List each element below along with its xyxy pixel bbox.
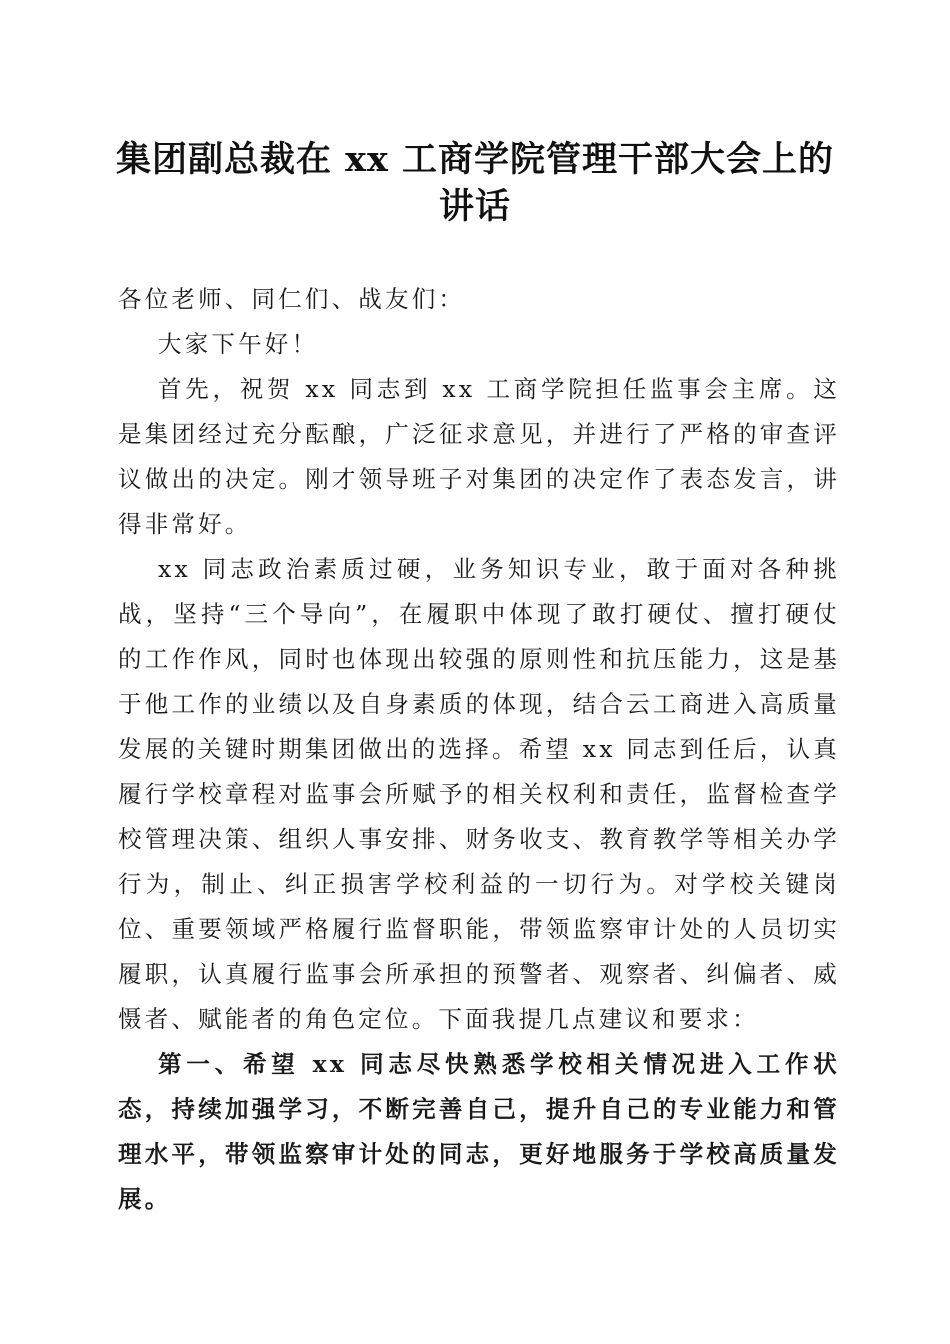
salutation: 各位老师、同仁们、战友们： — [118, 285, 466, 313]
paragraph-first-requirement: 第一、希望 xx 同志尽快熟悉学校相关情况进入工作状态，持续加强学习，不断完善自己，提升自己的专业能力和管理水平，带领监察审计处的同志，更好地服务于学校高质量发展。 — [118, 1050, 840, 1213]
title-line-2: 讲话 — [438, 186, 511, 227]
document-body — [118, 277, 840, 1222]
greeting: 大家下午好！ — [158, 330, 319, 358]
document-title — [100, 136, 850, 230]
paragraph-congratulations: 首先，祝贺 xx 同志到 xx 工商学院担任监事会主席。这是集团经过充分酝酿，广泛征求意见，并进行了严格的审查评议做出的决定。刚才领导班子对集团的决定作了表态发言，讲得非常好。 — [118, 375, 840, 538]
paragraph-evaluation: xx 同志政治素质过硬，业务知识专业，敢于面对各种挑战，坚持“三个导向”，在履职中体现了敢打硬仗、擅打硬仗的工作作风，同时也体现出较强的原则性和抗压能力，这是基于他工作的业绩以及自身素质的体现，结合云工商进入高质量发展的关键时期集团做出的选择。希望 xx 同志到任后，认真履行学校章程对监事会所赋予的相关权利和责任，监督检查学校管理决策、组织人事安排、财务收支、教育教学等相关办学行为，制止、纠正损害学校利益的一切行为。对学校关键岗位、重要领域严格履行监督职能，带领监察审计处的人员切实履职，认真履行监事会所承担的预警者、观察者、纠偏者、威慑者、赋能者的角色定位。下面我提几点建议和要求： — [118, 555, 840, 1033]
title-line-1: 集团副总裁在 xx 工商学院管理干部大会上的 — [115, 139, 835, 180]
